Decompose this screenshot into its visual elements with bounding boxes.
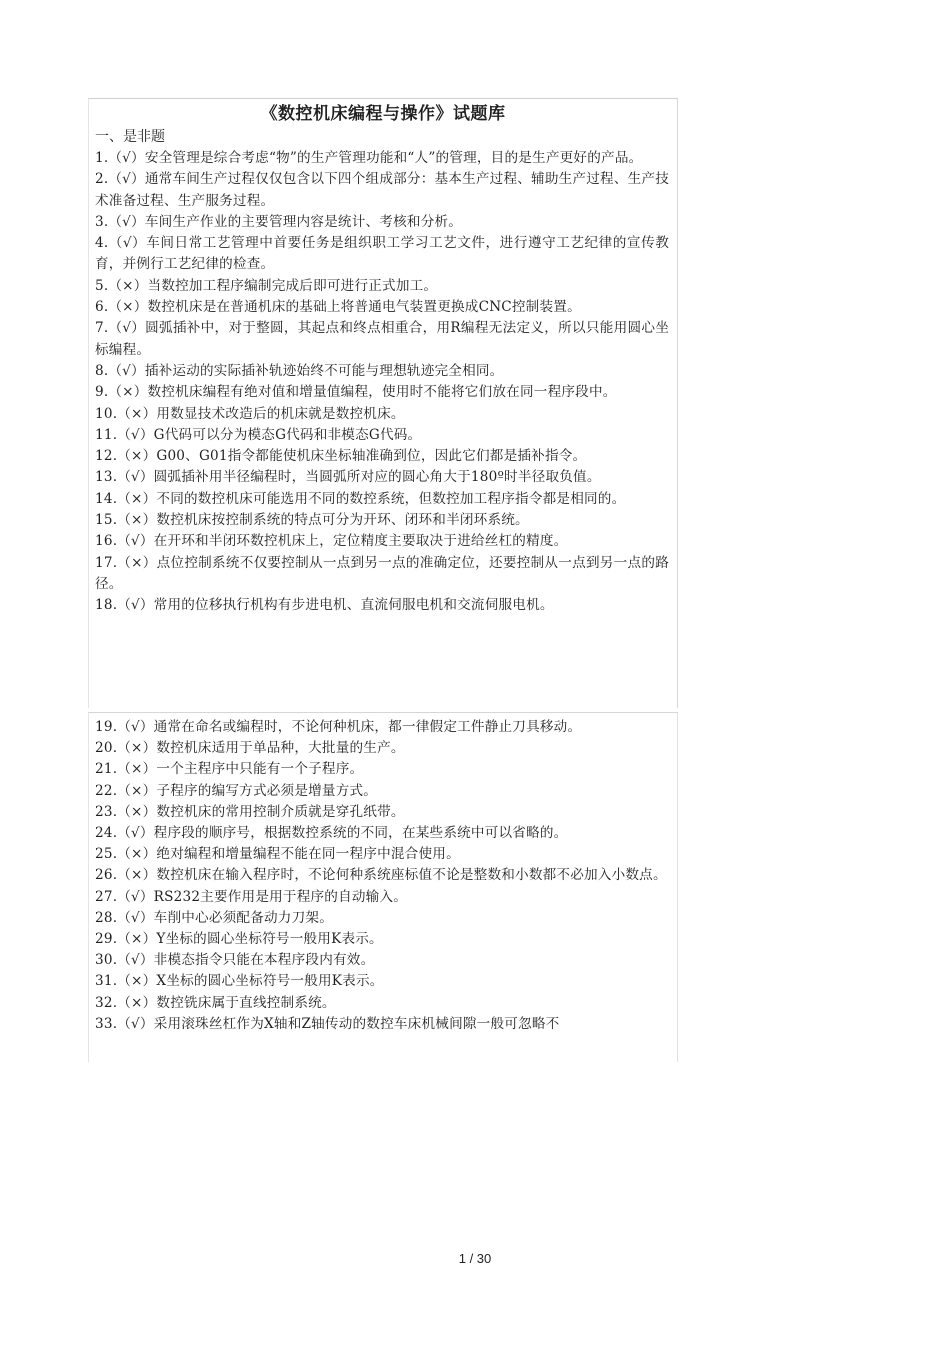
question-item: 11.（√）G代码可以分为模态G代码和非模态G代码。 — [95, 426, 422, 443]
question-item: 3.（√）车间生产作业的主要管理内容是统计、考核和分析。 — [95, 213, 463, 230]
question-item: 17.（×）点位控制系统不仅要控制从一点到另一点的准确定位，还要控制从一点到另一点的路径。 — [95, 554, 669, 592]
question-item: 18.（√）常用的位移执行机构有步进电机、直流伺服电机和交流伺服电机。 — [95, 597, 554, 614]
question-item: 32.（×）数控铣床属于直线控制系统。 — [95, 994, 336, 1011]
question-item: 7.（√）圆弧插补中，对于整圆，其起点和终点相重合，用R编程无法定义，所以只能用圆心坐标编程。 — [95, 320, 669, 358]
question-item: 20.（×）数控机床适用于单品种，大批量的生产。 — [95, 740, 405, 757]
question-item: 5.（×）当数控加工程序编制完成后即可进行正式加工。 — [95, 277, 438, 294]
question-item: 27.（√）RS232主要作用是用于程序的自动输入。 — [95, 888, 408, 905]
question-item: 33.（√）采用滚珠丝杠作为X轴和Z轴传动的数控车床机械间隙一般可忽略不 — [95, 1015, 560, 1032]
question-item: 19.（√）通常在命名或编程时，不论何种机床，都一律假定工件静止刀具移动。 — [95, 719, 582, 735]
question-item: 23.（×）数控机床的常用控制介质就是穿孔纸带。 — [95, 803, 405, 820]
question-item: 12.（×）G00、G01指令都能使机床坐标轴准确到位，因此它们都是插补指令。 — [95, 448, 587, 465]
question-item: 8.（√）插补运动的实际插补轨迹始终不可能与理想轨迹完全相同。 — [95, 362, 504, 379]
question-item: 25.（×）绝对编程和增量编程不能在同一程序中混合使用。 — [95, 846, 460, 863]
question-item: 1.（√）安全管理是综合考虑“物”的生产管理功能和“人”的管理，目的是生产更好的产品。 — [95, 150, 643, 166]
question-list-part2 — [89, 713, 677, 1035]
page-number: 1 / 30 — [458, 1251, 492, 1266]
question-list-part1 — [89, 148, 677, 617]
question-item: 4.（√）车间日常工艺管理中首要任务是组织职工学习工艺文件，进行遵守工艺纪律的宣传教育，并例行工艺纪律的检查。 — [95, 235, 669, 273]
scanned-page-block-lower — [88, 712, 678, 1062]
question-item: 29.（×）Y坐标的圆心坐标符号一般用K表示。 — [95, 931, 383, 948]
question-item: 6.（×）数控机床是在普通机床的基础上将普通电气装置更换成CNC控制装置。 — [95, 299, 581, 316]
question-item: 2.（√）通常车间生产过程仅仅包含以下四个组成部分：基本生产过程、辅助生产过程、生产技术准备过程、生产服务过程。 — [95, 171, 669, 209]
question-item: 24.（√）程序段的顺序号，根据数控系统的不同，在某些系统中可以省略的。 — [95, 825, 568, 842]
question-item: 16.（√）在开环和半闭环数控机床上，定位精度主要取决于进给丝杠的精度。 — [95, 533, 568, 550]
question-item: 21.（×）一个主程序中只能有一个子程序。 — [95, 761, 364, 778]
section-heading-true-false: 一、是非题 — [95, 129, 165, 145]
question-item: 13.（√）圆弧插补用半径编程时，当圆弧所对应的圆心角大于180º时半径取负值。 — [95, 469, 601, 486]
question-item: 15.（×）数控机床按控制系统的特点可分为开环、闭环和半闭环系统。 — [95, 512, 529, 529]
scanned-page-block-upper — [88, 98, 678, 708]
question-item: 22.（×）子程序的编写方式必须是增量方式。 — [95, 782, 378, 799]
question-item: 30.（√）非模态指令只能在本程序段内有效。 — [95, 952, 375, 969]
document-title: 《数控机床编程与操作》试题库 — [260, 104, 506, 124]
question-item: 31.（×）X坐标的圆心坐标符号一般用K表示。 — [95, 973, 384, 990]
question-item: 28.（√）车削中心必须配备动力刀架。 — [95, 909, 333, 926]
question-item: 14.（×）不同的数控机床可能选用不同的数控系统，但数控加工程序指令都是相同的。 — [95, 490, 626, 507]
question-item: 26.（×）数控机床在输入程序时，不论何种系统座标值不论是整数和小数都不必加入小数点。 — [95, 867, 667, 884]
question-item: 9.（×）数控机床编程有绝对值和增量值编程，使用时不能将它们放在同一程序段中。 — [95, 384, 617, 401]
question-item: 10.（×）用数显技术改造后的机床就是数控机床。 — [95, 405, 405, 422]
